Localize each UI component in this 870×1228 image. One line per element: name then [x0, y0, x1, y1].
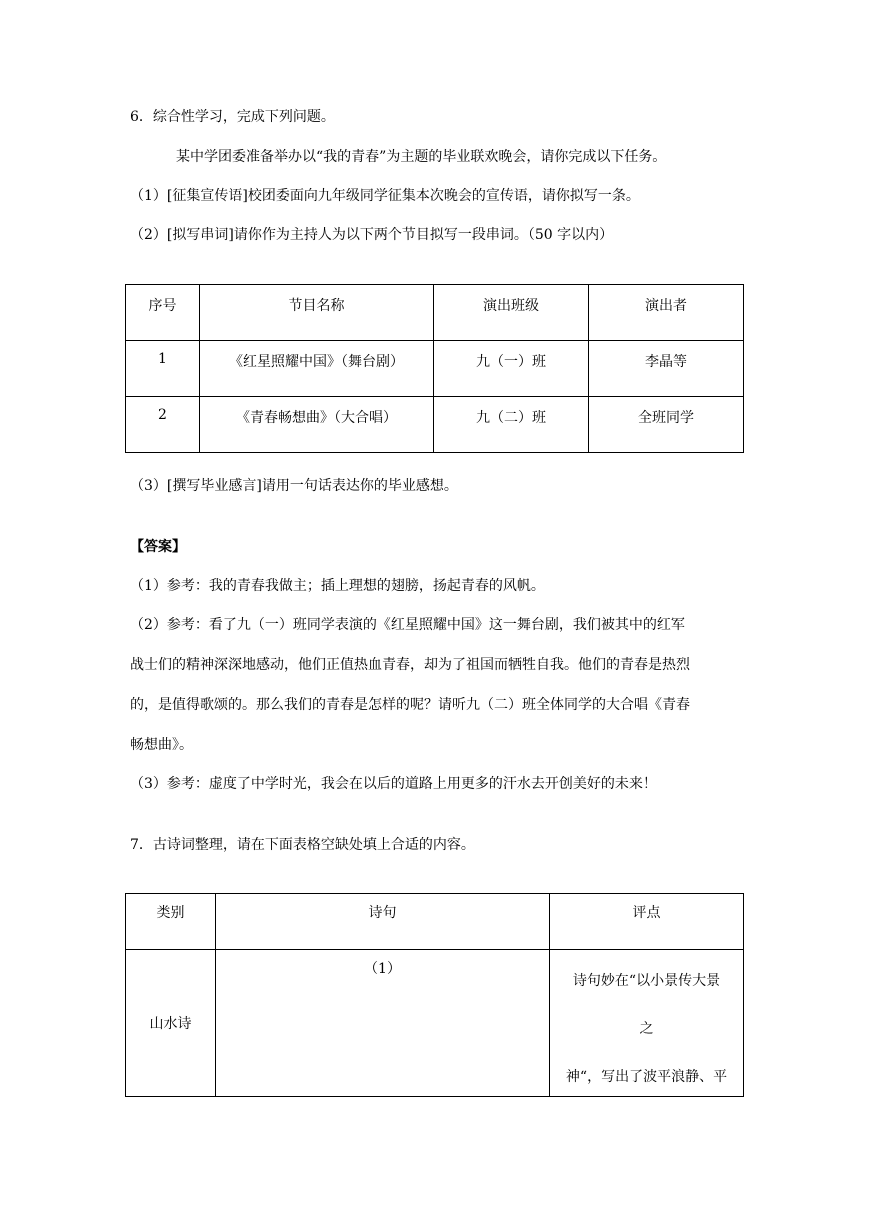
table-cell: 九（二）班	[476, 410, 546, 426]
header-cell: 评点	[632, 905, 661, 921]
answer-3: （3）参考：虚度了中学时光，我会在以后的道路上用更多的汗水去开创美好的未来！	[130, 776, 657, 792]
q6-title: 6．综合性学习，完成下列问题。	[130, 109, 335, 125]
table-header-row	[126, 894, 744, 950]
q6-task3: （3）[撰写毕业感言]请用一句话表达你的毕业感想。	[130, 478, 458, 494]
header-cell: 演出班级	[483, 298, 539, 314]
answer-1: （1）参考：我的青春我做主；插上理想的翅膀，扬起青春的风帆。	[130, 578, 545, 594]
program-table	[125, 284, 744, 453]
table-header-row	[126, 285, 744, 341]
table-cell: 《红星照耀中国》（舞台剧）	[229, 354, 404, 370]
comment-line: 诗句妙在“以小景传大景	[572, 973, 721, 989]
answer-2-line: 畅想曲》。	[130, 737, 193, 753]
q6-task1: （1）[征集宣传语]校团委面向九年级同学征集本次晚会的宣传语，请你拟写一条。	[130, 188, 640, 204]
poetry-table	[125, 893, 744, 1097]
table-cell: 九（一）班	[476, 354, 546, 370]
q7-title: 7．古诗词整理，请在下面表格空缺处填上合适的内容。	[130, 837, 475, 853]
table-cell: 1	[158, 351, 167, 367]
answer-2-line: 的，是值得歌颂的。那么我们的青春是怎样的呢？请听九（二）班全体同学的大合唱《青春	[130, 697, 690, 713]
header-cell: 节目名称	[288, 298, 345, 314]
table-row	[126, 397, 744, 453]
header-cell: 演出者	[645, 298, 687, 314]
table-cell: 《青春畅想曲》（大合唱）	[236, 410, 397, 426]
comment-line: 之	[639, 1021, 654, 1037]
header-cell: 序号	[148, 298, 177, 314]
table-cell: 全班同学	[638, 410, 694, 426]
header-cell: 诗句	[368, 905, 397, 921]
table-cell: 2	[158, 407, 167, 423]
answer-heading: 【答案】	[130, 539, 186, 555]
q6-task2: （2）[拟写串词]请你作为主持人为以下两个节目拟写一段串词。（50 字以内）	[130, 227, 614, 243]
comment-line: 神“，写出了波平浪静、平	[565, 1069, 728, 1085]
answer-2-line: 战士们的精神深深地感动，他们正值热血青春，却为了祖国而牺牲自我。他们的青春是热烈	[130, 657, 690, 673]
category-cell: 山水诗	[149, 1016, 192, 1032]
table-cell: 李晶等	[645, 354, 687, 370]
comment-cell	[550, 950, 743, 1096]
table-row	[126, 950, 744, 1097]
header-cell: 类别	[156, 905, 185, 921]
poem-cell: （1）	[364, 961, 401, 977]
q6-intro: 某中学团委准备举办以“我的青春”为主题的毕业联欢晚会，请你完成以下任务。	[176, 149, 667, 165]
answer-2-line: （2）参考：看了九（一）班同学表演的《红星照耀中国》这一舞台剧，我们被其中的红军	[130, 617, 685, 633]
table-row	[126, 341, 744, 397]
